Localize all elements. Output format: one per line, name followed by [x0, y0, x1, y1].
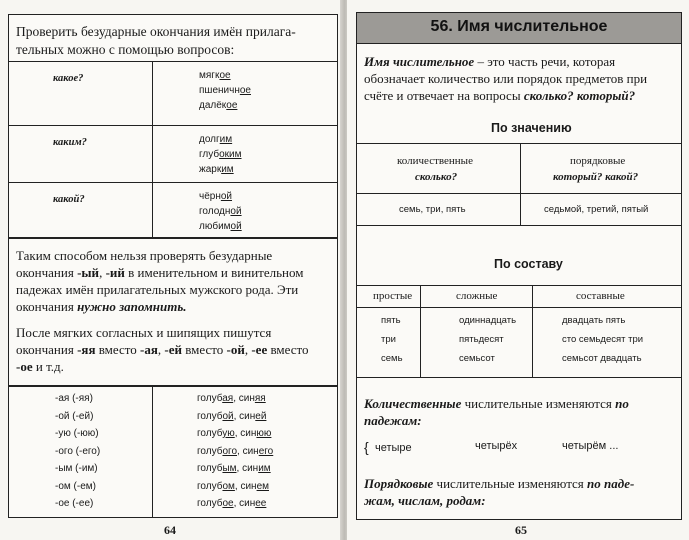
intro-line-1: Проверить безударные окончания имён прилага-	[16, 24, 296, 39]
ending-label: -ая (-яя)	[55, 393, 93, 404]
ending-label: -ую (-юю)	[55, 428, 99, 439]
right-page	[347, 0, 689, 540]
cardinal-line-2: падежам:	[364, 413, 422, 428]
cardinal-line-1: Количественные числительные изменяются по	[364, 396, 629, 411]
structure-cell: пятьдесят	[459, 334, 504, 345]
meaning-cardinal: количественные	[397, 155, 473, 167]
ending-yj: -ый	[77, 265, 100, 280]
example-word: далёкое	[199, 100, 238, 111]
rule-line-4: окончания нужно запомнить.	[16, 299, 187, 314]
question-table	[8, 14, 338, 238]
by-structure-title: По составу	[494, 257, 563, 271]
ending-example: голубую, синюю	[197, 428, 272, 439]
example-word: мягкое	[199, 70, 231, 81]
ending-example: голубая, синяя	[197, 393, 266, 404]
meaning-ordinal-example: седьмой, третий, пятый	[544, 204, 649, 215]
ending-example: голубом, синем	[197, 480, 269, 492]
structure-header-simple: простые	[373, 290, 413, 302]
rule-box	[8, 238, 338, 386]
cardinal-form-1: четыре	[375, 442, 412, 454]
ordinal-line-1: Порядковые числительные изменяются по паде-	[364, 476, 635, 491]
cardinal-form-2: четырёх	[475, 440, 518, 452]
structure-cell: три	[381, 334, 396, 345]
page-number-right: 65	[515, 523, 527, 537]
question-label: каким?	[53, 137, 87, 148]
structure-cell: семь	[381, 353, 403, 364]
meaning-table	[357, 143, 681, 225]
rule2-line-2: окончания -яя вместо -ая, -ей вместо -ой, -ее вместо	[16, 342, 309, 357]
by-meaning-title: По значению	[491, 121, 572, 135]
chapter-title: 56. Имя числительное	[430, 18, 608, 35]
structure-header-compound: составные	[576, 290, 625, 302]
question-label: какой?	[53, 194, 85, 205]
structure-cell: пять	[381, 315, 401, 326]
example-word: глубоким	[199, 149, 242, 160]
meaning-cardinal-example: семь, три, пять	[399, 204, 466, 215]
definition-line-2: обозначает количество или порядок предметов при	[364, 71, 648, 86]
definition-line-3: счёте и отвечает на вопросы сколько? который?	[364, 88, 636, 103]
ending-label: -ом (-ем)	[55, 480, 96, 492]
ending-label: -ой (-ей)	[55, 410, 94, 422]
intro-line-2: тельных можно с помощью вопросов:	[16, 42, 235, 57]
structure-header-complex: сложные	[456, 290, 498, 302]
structure-table	[357, 285, 681, 377]
example-word: чёрной	[199, 191, 233, 202]
ordinal-line-2: жам, числам, родам:	[364, 493, 486, 508]
ending-label: -ое (-ее)	[55, 498, 94, 509]
example-word: пшеничное	[199, 85, 251, 96]
example-word: жарким	[199, 164, 234, 175]
ending-example: голубой, синей	[197, 410, 267, 422]
numeral-section	[356, 12, 682, 520]
ending-example: голубого, синего	[197, 445, 274, 457]
meaning-cardinal-q: сколько?	[415, 171, 458, 183]
rule2-line-3: -ое и т.д.	[16, 359, 64, 374]
chapter-header	[357, 13, 681, 44]
cardinal-form-3: четырём ...	[562, 440, 619, 452]
ending-label: -ым (-им)	[55, 463, 98, 474]
structure-cell: семьсот	[459, 353, 495, 364]
structure-cell: двадцать пять	[562, 315, 626, 326]
rule2-line-1: После мягких согласных и шипящих пишутся	[16, 325, 272, 340]
question-label: какое?	[53, 73, 84, 84]
example-word: любимой	[199, 221, 242, 232]
rule-line-2: окончания -ый, -ий в именительном и винительном	[16, 265, 304, 280]
meaning-ordinal: порядковые	[570, 155, 626, 167]
example-word: долгим	[199, 134, 233, 145]
structure-cell: семьсот двадцать	[562, 353, 642, 364]
rule-line-1: Таким способом нельзя проверять безударные	[16, 248, 273, 263]
left-page	[0, 0, 342, 540]
ending-example: голубое, синее	[197, 498, 267, 509]
meaning-ordinal-q: который? какой?	[553, 171, 639, 183]
structure-cell: сто семьдесят три	[562, 334, 644, 345]
cardinal-brace: {	[364, 439, 369, 455]
definition-line-1: Имя числительное – это часть речи, которая	[364, 54, 616, 69]
structure-cell: одиннадцать	[459, 315, 517, 326]
ending-label: -ого (-его)	[55, 445, 101, 457]
page-number-left: 64	[164, 523, 176, 537]
endings-table	[8, 386, 338, 518]
ending-example: голубым, синим	[197, 463, 271, 474]
example-word: голодной	[199, 206, 242, 217]
rule-line-3: падежах имён прилагательных мужского рода. Эти	[16, 282, 299, 297]
